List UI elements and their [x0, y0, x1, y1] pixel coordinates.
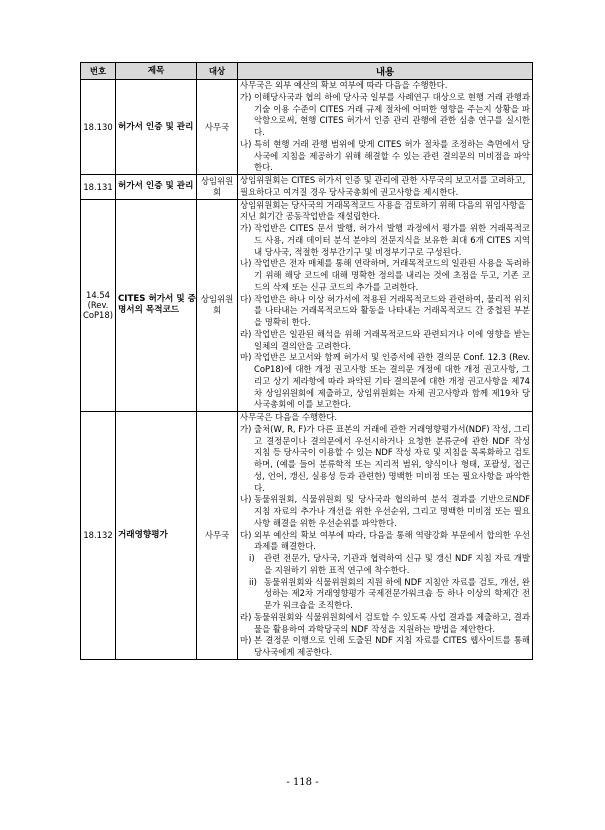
item-text: 이해당사국과 협의 하에 당사국 일부를 사례연구 대상으로 현행 거래 관행과 기술 이용 수준이 CITES 거래 규제 절차에 어떠한 영향을 주는지 상황을 파악함으로써, 현행 CITES 허가서 인증 관리 관행에 관한 심층 연구를 실시한다. [254, 91, 530, 137]
decision-content [238, 412, 533, 660]
content-item [240, 223, 530, 258]
item-marker: 가) [240, 223, 252, 233]
header-content: 내용 [238, 63, 533, 80]
content-item [240, 329, 530, 353]
content-item [240, 294, 530, 329]
item-marker: 마) [240, 352, 252, 363]
content-intro: 상임위원회는 당사국의 거래목적코드 사용을 검토하기 위해 다음의 위임사항을 지닌 회기간 공동작업반을 재설립한다. [240, 199, 526, 222]
header-number: 번호 [81, 63, 116, 80]
decision-content [238, 80, 533, 175]
item-marker: 나) [240, 138, 252, 149]
item-text: 동물위원회, 식물위원회 및 당사국과 협의하여 분석 결과를 기반으로NDF 지침 자료의 추가나 개선을 위한 우선순위, 그리고 명백한 미비점 또는 필요사항 해결을 위한 우선순위를 파악한다. [254, 494, 530, 528]
content-intro: 사무국은 다음을 수행한다. [240, 412, 337, 422]
item-marker: 마) [240, 635, 252, 646]
content-subitem [240, 577, 530, 612]
item-text: 동물위원회와 식물위원회에서 검토할 수 있도록 사업 결과를 제출하고, 결과물을 활용하여 과학당국의 NDF 작성을 지원하는 방법을 제안한다. [254, 611, 530, 634]
content-item [240, 139, 530, 174]
item-text: 외부 예산의 확보 여부에 따라, 다음을 통해 역량강화 부문에서 합의한 우선과제를 해결한다. [254, 529, 530, 552]
item-marker: i) [249, 553, 255, 563]
item-marker: 다) [240, 529, 252, 540]
item-text: 작업반은 CITES 문서 발행, 허가서 발행 과정에서 평가를 위한 거래목적코드 사용, 거래 데이터 분석 분야의 전문지식을 보유한 최대 6개 CITES 지역 내 당사국, 적절한 정부간기구 및 비정부기구로 구성된다. [254, 223, 530, 257]
header-title: 제목 [116, 63, 197, 80]
item-text: 작업반은 하나 이상 허가서에 적용된 거래목적코드와 관련하여, 물리적 위치를 나타내는 거래목적코드와 활동을 나타내는 거래목적코드 간 중첩된 부분을 명확히 한다. [254, 293, 530, 327]
item-marker: 가) [240, 423, 252, 434]
decision-content [238, 199, 533, 412]
document-page [80, 62, 533, 660]
content-intro: 상임위원회는 CITES 허가서 인증 및 관리에 관한 사무국의 보고서를 고려하고, 필요하다고 여겨질 경우 당사국총회에 권고사항을 제시한다. [240, 175, 526, 197]
decision-title: 허가서 인증 및 관리 [116, 175, 197, 200]
decision-title: 거래영향평가 [116, 412, 197, 660]
item-text: 작업반은 일관된 해석을 위해 거래목적코드와 관련되거나 이에 영향을 받는 일체의 결의안을 고려한다. [254, 328, 530, 351]
item-marker: 라) [240, 328, 252, 339]
item-marker: ii) [249, 576, 257, 587]
decision-target: 상임위원회 [197, 199, 238, 412]
content-item [240, 424, 530, 495]
page-number: - 118 - [286, 777, 319, 788]
decision-number: 18.132 [81, 412, 116, 660]
table-row [81, 80, 533, 175]
decision-target: 사무국 [197, 80, 238, 175]
table-row [81, 412, 533, 660]
item-text: 동물위원회와 식물위원회의 지원 하에 NDF 지침안 자료를 검토, 개선, 완성하는 제2차 거래영향평가 국제전문가워크숍 등 하나 이상의 학제간 전문가 워크숍을 조직한다. [264, 576, 530, 610]
decision-title: 허가서 인증 및 관리 [116, 80, 197, 175]
decision-title: CITES 허가서 및 증명서의 목적코드 [116, 199, 197, 412]
content-subitem [240, 553, 530, 577]
content-item [240, 612, 530, 636]
item-text: 특히 현행 거래 관행 범위에 맞게 CITES 허가 절차를 조정하는 측면에서 당사국에 지침을 제공하기 위해 해결할 수 있는 관련 결의문의 미비점을 파악한다. [254, 138, 530, 173]
content-item [240, 258, 530, 293]
item-marker: 가) [240, 91, 252, 102]
item-marker: 나) [240, 494, 252, 505]
item-text: 작업반은 전자 매체를 통해 연락하며, 거래목적코드의 일관된 사용을 독려하기 위해 해당 코드에 대해 명확한 정의를 내리는 것에 초점을 두고, 기존 코드의 삭제 또는 신규 코드의 추가를 고려한다. [254, 258, 530, 292]
decision-number: 18.130 [81, 80, 116, 175]
item-marker: 나) [240, 258, 252, 269]
item-text: 출처(W, R, F)가 다른 표본의 거래에 관한 거래영향평가서(NDF) 작성, 그리고 결정문이나 결의문에서 우선시하거나 요청한 분류군에 관한 NDF 작성 지침 등 당사국이 이용할 수 있는 NDF 작성 자료 및 지침을 목록화하고 검토하며, (예를 들어 분류학적 또는 지리적 범위, 양식이나 형태, 포괄성, 접근성, 언어, 갱신, 실용성 등과 관련한) 명백한 미비점 또는 필요사항을 파악한다. [254, 423, 531, 493]
decision-number: 14.54 (Rev. CoP18) [81, 199, 116, 412]
decision-target: 상임위원회 [197, 175, 238, 200]
item-marker: 라) [240, 611, 252, 622]
table-row [81, 175, 533, 200]
item-text: 본 결정문 이행으로 인해 도출된 NDF 지침 자료를 CITES 웹사이트를 통해 당사국에게 제공한다. [254, 635, 530, 657]
header-target: 대상 [197, 63, 238, 80]
decision-number: 18.131 [81, 175, 116, 200]
decisions-table [80, 62, 533, 660]
decision-target: 사무국 [197, 412, 238, 660]
content-intro: 사무국은 외부 예산의 확보 여부에 따라 다음을 수행한다. [240, 80, 448, 90]
decision-content [238, 175, 533, 200]
content-item [240, 494, 530, 529]
table-header-row [81, 63, 533, 80]
content-item [240, 352, 530, 411]
item-text: 관련 전문가, 당사국, 기관과 협력하여 신규 및 갱신 NDF 지침 자료 개발을 지원하기 위한 표적 연구에 착수한다. [264, 553, 530, 575]
item-text: 작업반은 보고서와 함께 허가서 및 인증서에 관한 결의문 Conf. 12.3 (Rev. CoP18)에 대한 개정 권고사항 또는 결의문 개정에 대한 개정 권고사항, 그리고 상기 제라항에 따라 파악된 기타 결의문에 대한 개정 권고사항을 제74차 상임위원회에 제출하고, 상임위원회는 자체 권고사항과 함께 제19차 당사국총회에 이를 보고한다. [254, 352, 530, 410]
table-row [81, 199, 533, 412]
content-item [240, 530, 530, 554]
content-item [240, 635, 530, 659]
content-item [240, 92, 530, 139]
item-marker: 다) [240, 293, 252, 304]
